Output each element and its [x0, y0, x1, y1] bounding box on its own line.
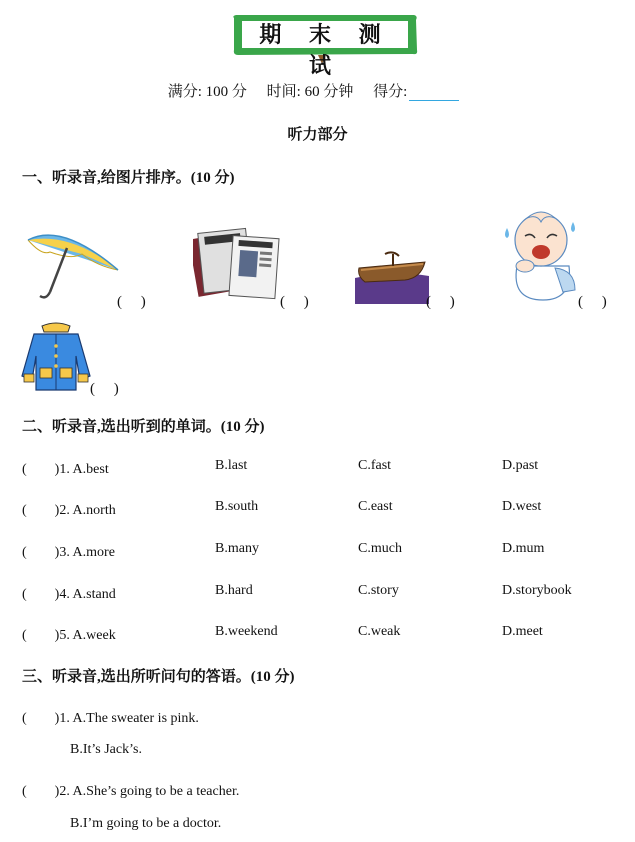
q2-4-a[interactable]: ( )4. A.stand: [22, 587, 116, 602]
q3-1-b[interactable]: B.It’s Jack’s.: [70, 742, 142, 757]
q2-3-c[interactable]: C.much: [358, 541, 402, 556]
q2-4-d[interactable]: D.storybook: [502, 583, 572, 598]
crying-baby-icon: [503, 208, 579, 309]
q3-2-a[interactable]: ( )2. A.She’s going to be a teacher.: [22, 784, 240, 799]
q2-4-b[interactable]: B.hard: [215, 583, 253, 598]
q2-2-b[interactable]: B.south: [215, 499, 259, 514]
q2-1-c[interactable]: C.fast: [358, 458, 392, 473]
q2-3-b[interactable]: B.many: [215, 541, 259, 556]
umbrella-icon: [22, 226, 122, 311]
score-label: 得分:: [373, 84, 408, 100]
q2-5-a[interactable]: ( )5. A.week: [22, 628, 116, 643]
time-limit: 时间: 60 分钟: [266, 84, 354, 100]
q2-5-b[interactable]: B.weekend: [215, 624, 278, 639]
q2-1-b[interactable]: B.last: [215, 458, 248, 473]
q3-2-b[interactable]: B.I’m going to be a doctor.: [70, 816, 222, 831]
section2-title: 二、听录音,选出听到的单词。(10 分): [22, 419, 265, 435]
section1-blank-5[interactable]: ( ): [90, 381, 119, 397]
section3-title: 三、听录音,选出所听问句的答语。(10 分): [22, 669, 295, 685]
section1-blank-2[interactable]: ( ): [280, 294, 309, 310]
full-score: 满分: 100 分: [167, 84, 247, 100]
score-field[interactable]: [373, 84, 467, 100]
q2-5-d[interactable]: D.meet: [502, 624, 543, 639]
q2-4-c[interactable]: C.story: [358, 583, 399, 598]
newspapers-icon: [193, 223, 283, 308]
listening-heading: 听力部分: [287, 127, 348, 143]
q2-1-d[interactable]: D.past: [502, 458, 539, 473]
q2-2-a[interactable]: ( )2. A.north: [22, 503, 116, 518]
score-line: [0, 80, 635, 101]
q3-1-a[interactable]: ( )1. A.The sweater is pink.: [22, 711, 199, 726]
q2-2-c[interactable]: C.east: [358, 499, 393, 514]
raincoat-icon: [20, 322, 92, 397]
section1-blank-1[interactable]: ( ): [117, 294, 146, 310]
section1-blank-4[interactable]: ( ): [578, 294, 607, 310]
section1-blank-3[interactable]: ( ): [426, 294, 455, 310]
q2-2-d[interactable]: D.west: [502, 499, 542, 514]
score-blank[interactable]: [409, 86, 459, 101]
section1-title: 一、听录音,给图片排序。(10 分): [22, 170, 235, 186]
boat-icon: [355, 248, 431, 309]
q2-1-a[interactable]: ( )1. A.best: [22, 462, 109, 477]
q2-5-c[interactable]: C.weak: [358, 624, 401, 639]
q2-3-a[interactable]: ( )3. A.more: [22, 545, 115, 560]
q2-3-d[interactable]: D.mum: [502, 541, 545, 556]
page-title: 期 末 测 试: [259, 23, 391, 79]
